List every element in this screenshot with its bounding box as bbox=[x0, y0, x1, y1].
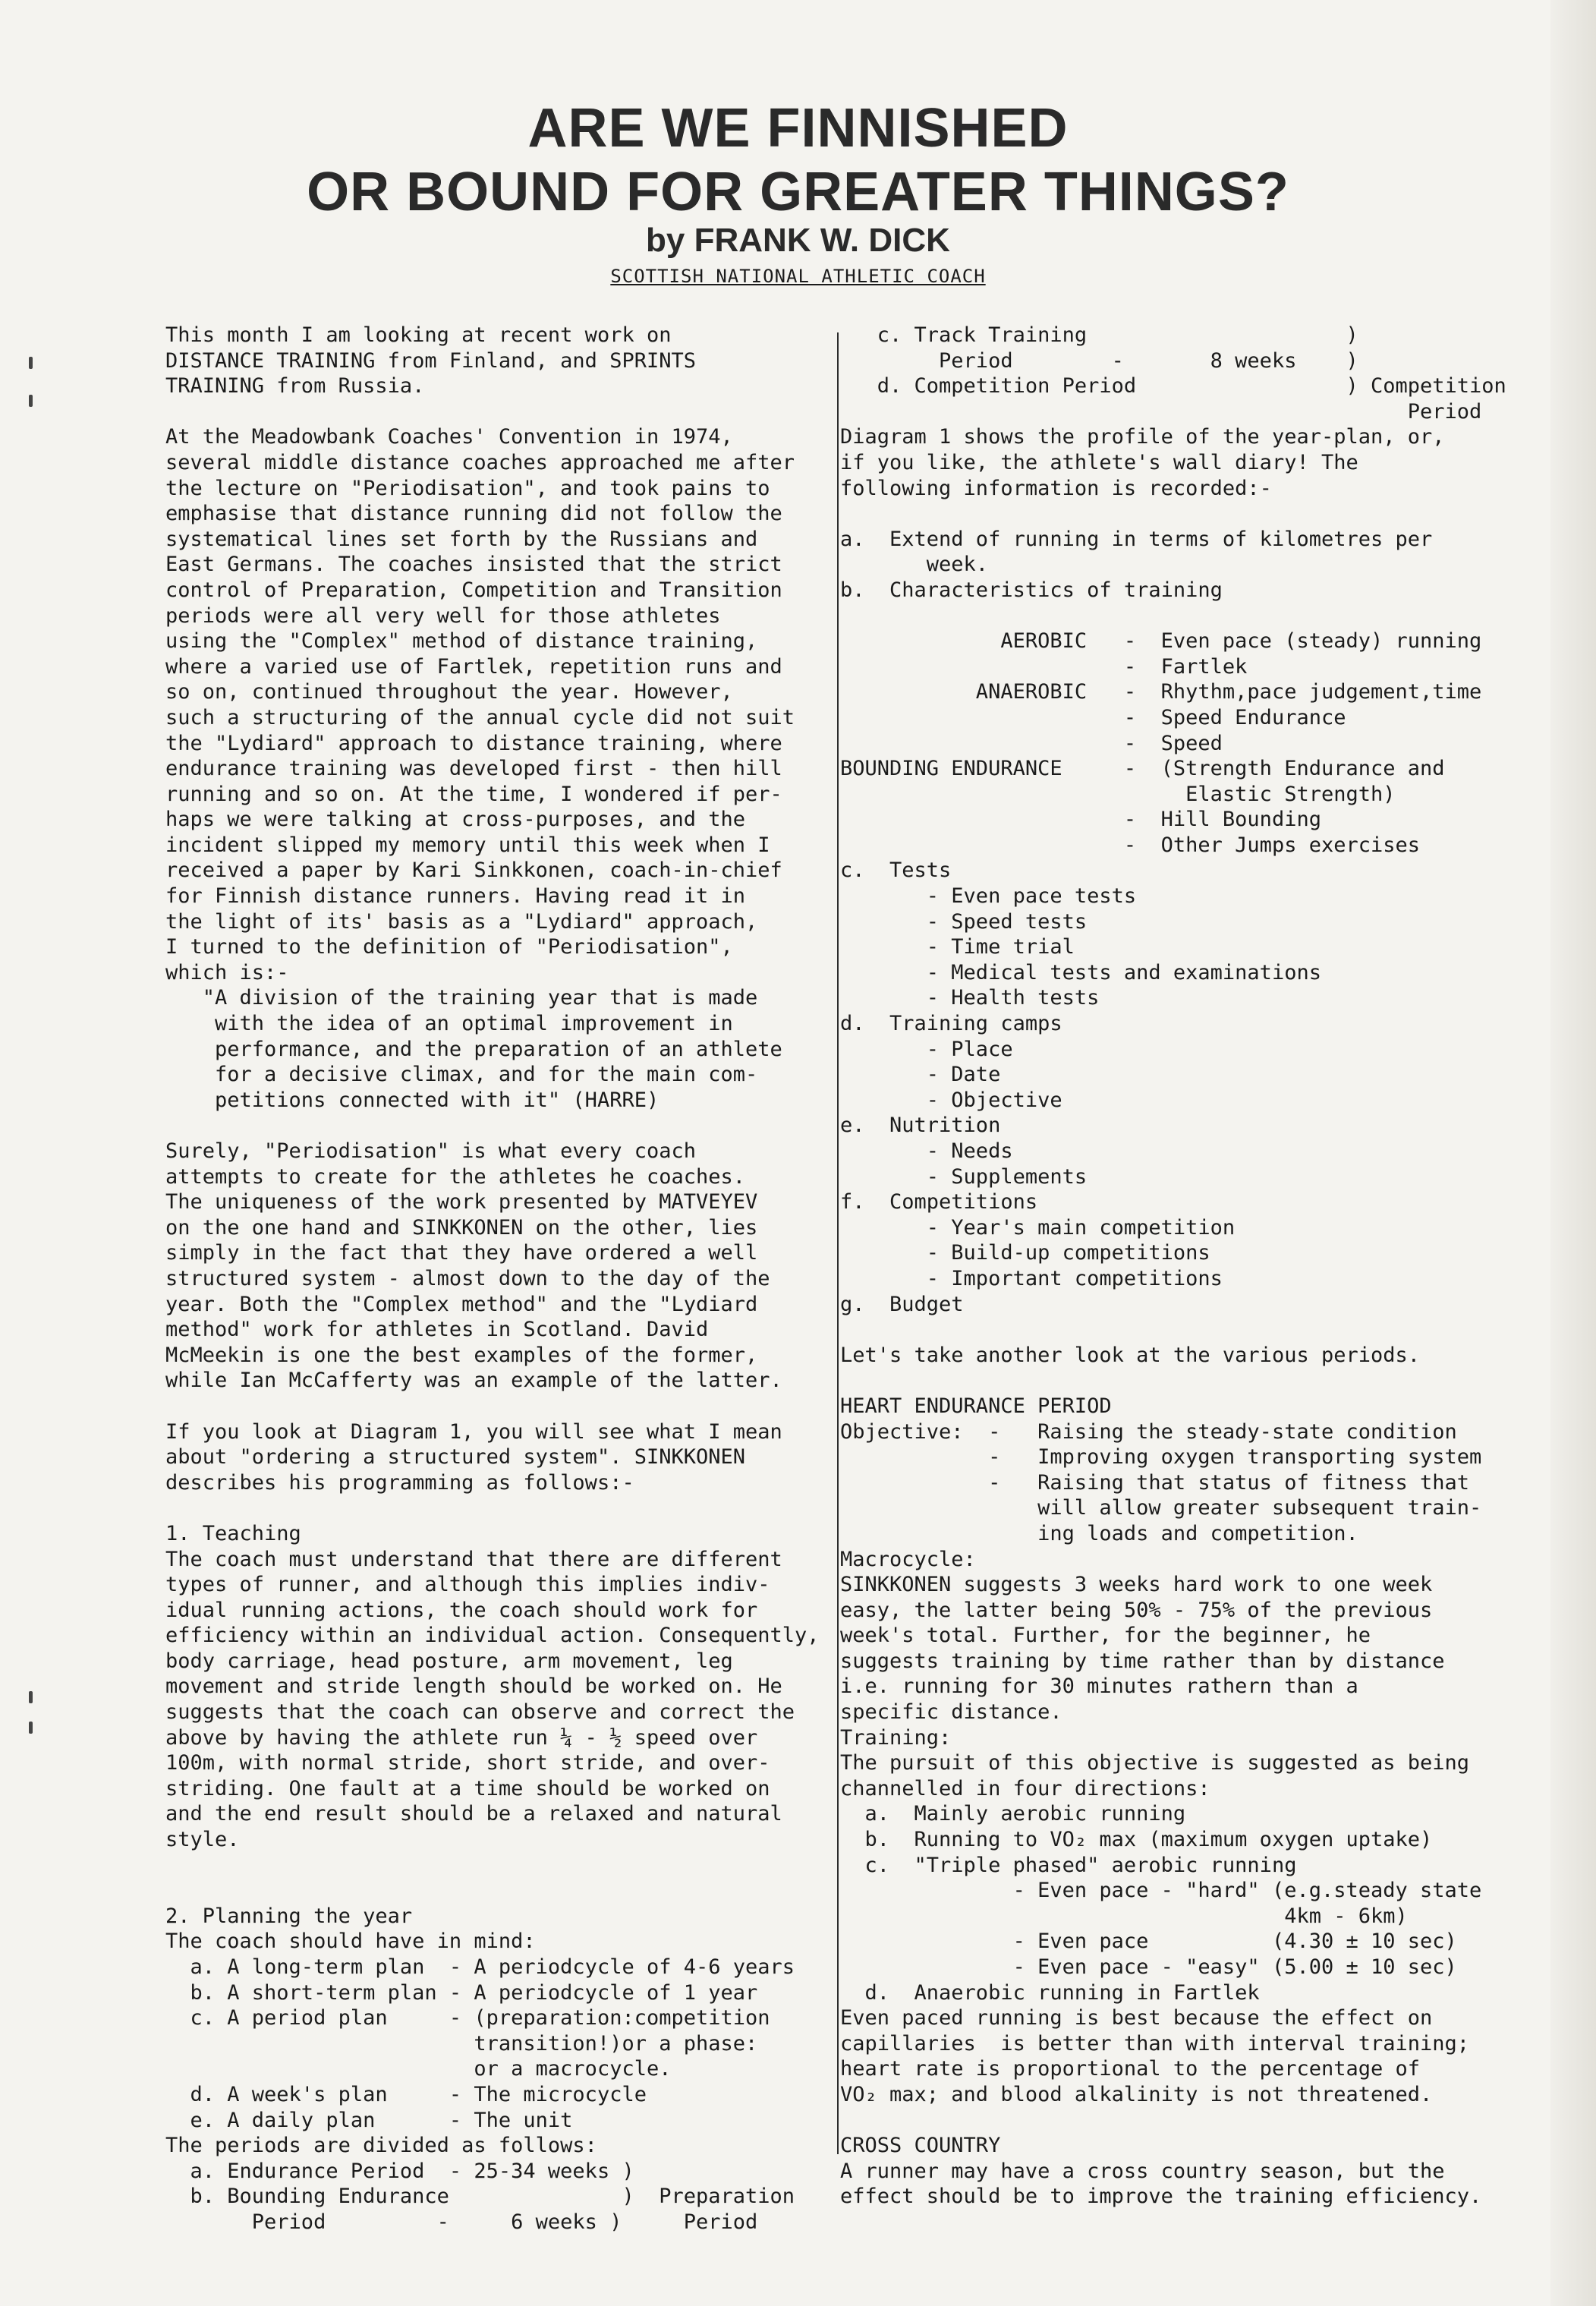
text-line: e. Nutrition bbox=[840, 1114, 1001, 1138]
text-line: or a macrocycle. bbox=[165, 2057, 672, 2081]
text-line: e. A daily plan - The unit bbox=[165, 2108, 573, 2132]
text-line: the "Lydiard" approach to distance training, where bbox=[165, 731, 782, 755]
text-line: haps we were talking at cross-purposes, and the bbox=[165, 808, 746, 832]
text-line: CROSS COUNTRY bbox=[840, 2134, 1001, 2158]
text-line: - Improving oxygen transporting system bbox=[840, 1445, 1482, 1470]
text-line: AEROBIC - Even pace (steady) running bbox=[840, 629, 1482, 654]
text-line: using the "Complex" method of distance training, bbox=[165, 629, 758, 654]
text-line: - Even pace - "hard" (e.g.steady state bbox=[840, 1879, 1482, 1903]
text-line: - Date bbox=[840, 1063, 1001, 1087]
text-line: The uniqueness of the work presented by MATVEYEV bbox=[165, 1190, 758, 1214]
text-line: emphasise that distance running did not follow the bbox=[165, 502, 782, 526]
text-line: d. Anaerobic running in Fartlek bbox=[840, 1980, 1260, 2005]
text-line: a. Extend of running in terms of kilometres per bbox=[840, 527, 1433, 551]
text-line: This month I am looking at recent work on bbox=[165, 323, 672, 347]
text-line: SINKKONEN suggests 3 weeks hard work to one week bbox=[840, 1573, 1433, 1597]
text-line bbox=[840, 1368, 1506, 1394]
text-line: - Year's main competition bbox=[840, 1215, 1236, 1240]
text-line: - Even pace tests bbox=[840, 884, 1137, 909]
text-line: week. bbox=[840, 553, 989, 577]
text-line: performance, and the preparation of an athlete bbox=[165, 1037, 782, 1061]
text-line: ANAEROBIC - Rhythm,pace judgement,time bbox=[840, 680, 1482, 704]
text-line: 4km - 6km) bbox=[840, 1904, 1408, 1928]
article-title-line1: ARE WE FINNISHED bbox=[527, 98, 1069, 159]
text-line: HEART ENDURANCE PERIOD bbox=[840, 1394, 1112, 1418]
text-line: movement and stride length should be worked on. He bbox=[165, 1674, 782, 1699]
text-line: year. Both the "Complex method" and the "Lydiard bbox=[165, 1292, 758, 1316]
text-line: style. bbox=[165, 1828, 240, 1852]
text-line: VO₂ max; and blood alkalinity is not threatened. bbox=[840, 2082, 1433, 2106]
text-line: Surely, "Periodisation" is what every coach bbox=[165, 1139, 696, 1163]
text-line: The periods are divided as follows: bbox=[165, 2134, 597, 2158]
text-line: transition!)or a phase: bbox=[165, 2031, 758, 2056]
text-line: - Raising that status of fitness that bbox=[840, 1470, 1470, 1495]
text-line bbox=[165, 1853, 820, 1879]
text-line: - Fartlek bbox=[840, 654, 1248, 679]
text-line: f. Competitions bbox=[840, 1190, 1038, 1214]
text-line: a. Endurance Period - 25-34 weeks ) bbox=[165, 2159, 634, 2183]
text-line: describes his programming as follows:- bbox=[165, 1470, 634, 1495]
author-role: SCOTTISH NATIONAL ATHLETIC COACH bbox=[610, 266, 986, 287]
text-line: incident slipped my memory until this week when I bbox=[165, 833, 770, 857]
left-column bbox=[165, 323, 820, 2235]
text-line: 2. Planning the year bbox=[165, 1904, 413, 1928]
text-line: - Place bbox=[840, 1037, 1013, 1061]
text-line: 1. Teaching bbox=[165, 1521, 301, 1545]
text-line: while Ian McCafferty was an example of the latter. bbox=[165, 1369, 782, 1393]
text-line: i.e. running for 30 minutes rathern than a bbox=[840, 1674, 1358, 1699]
article-title-line2: OR BOUND FOR GREATER THINGS? bbox=[307, 162, 1289, 222]
text-line: A runner may have a cross country season, but the bbox=[840, 2159, 1445, 2183]
text-line: - Other Jumps exercises bbox=[840, 833, 1421, 857]
text-line: DISTANCE TRAINING from Finland, and SPRINTS bbox=[165, 348, 696, 373]
byline: by FRANK W. DICK bbox=[646, 222, 950, 259]
text-line: and the end result should be a relaxed and natural bbox=[165, 1802, 782, 1826]
text-line: - Even pace - "easy" (5.00 ± 10 sec) bbox=[840, 1955, 1457, 1979]
text-line: Let's take another look at the various periods. bbox=[840, 1343, 1421, 1367]
text-line: attempts to create for the athletes he coaches. bbox=[165, 1164, 746, 1189]
text-line: - Supplements bbox=[840, 1164, 1088, 1189]
text-line bbox=[165, 1878, 820, 1904]
text-line: types of runner, and although this implies indiv- bbox=[165, 1573, 770, 1597]
text-line: periods were all very well for those athletes bbox=[165, 603, 721, 628]
text-line: The coach must understand that there are different bbox=[165, 1547, 782, 1571]
text-line: for Finnish distance runners. Having read it in bbox=[165, 884, 746, 909]
text-line: c. Track Training ) bbox=[840, 323, 1358, 347]
page-edge bbox=[1550, 0, 1596, 2306]
text-line: if you like, the athlete's wall diary! The bbox=[840, 450, 1358, 474]
text-line: suggests training by time rather than by distance bbox=[840, 1649, 1445, 1673]
text-line: heart rate is proportional to the percentage of bbox=[840, 2057, 1421, 2081]
text-line: - Health tests bbox=[840, 986, 1100, 1010]
text-line: running and so on. At the time, I wondered if per- bbox=[165, 782, 782, 806]
text-line: endurance training was developed first - then hill bbox=[165, 757, 782, 781]
text-line: d. Training camps bbox=[840, 1012, 1062, 1036]
text-line: - Needs bbox=[840, 1139, 1013, 1163]
binding-hole bbox=[29, 1722, 33, 1734]
text-line: about "ordering a structured system". SINKKONEN bbox=[165, 1445, 746, 1470]
text-line: d. Competition Period ) Competition bbox=[840, 374, 1506, 399]
text-line: the lecture on "Periodisation", and took pains to bbox=[165, 476, 770, 500]
text-line: - Speed Endurance bbox=[840, 705, 1346, 729]
text-line: where a varied use of Fartlek, repetition runs and bbox=[165, 654, 782, 679]
text-line: simply in the fact that they have ordered a well bbox=[165, 1241, 758, 1265]
text-line: c. "Triple phased" aerobic running bbox=[840, 1853, 1297, 1877]
text-line: a. A long-term plan - A periodcycle of 4-6 years bbox=[165, 1955, 795, 1979]
right-column bbox=[840, 323, 1506, 2210]
text-line: b. Bounding Endurance ) Preparation bbox=[165, 2185, 795, 2209]
text-line: for a decisive climax, and for the main com- bbox=[165, 1063, 758, 1087]
text-line: c. A period plan - (preparation:competition bbox=[165, 2006, 770, 2030]
text-line: method" work for athletes in Scotland. David bbox=[165, 1318, 709, 1342]
text-line: effect should be to improve the training efficiency. bbox=[840, 2185, 1482, 2209]
text-line: - Build-up competitions bbox=[840, 1241, 1210, 1265]
text-line: - Objective bbox=[840, 1088, 1062, 1112]
text-line: easy, the latter being 50% - 75% of the previous bbox=[840, 1598, 1433, 1622]
text-line: striding. One fault at a time should be worked on bbox=[165, 1776, 770, 1800]
text-line: specific distance. bbox=[840, 1700, 1062, 1725]
text-line: week's total. Further, for the beginner, he bbox=[840, 1624, 1371, 1648]
text-line: - Hill Bounding bbox=[840, 808, 1321, 832]
text-line bbox=[840, 2108, 1506, 2134]
text-line: the light of its' basis as a "Lydiard" approach, bbox=[165, 909, 758, 934]
text-line: will allow greater subsequent train- bbox=[840, 1496, 1482, 1520]
text-line: b. Running to VO₂ max (maximum oxygen uptake) bbox=[840, 1828, 1433, 1852]
text-line: - Even pace (4.30 ± 10 sec) bbox=[840, 1930, 1457, 1954]
text-line: The coach should have in mind: bbox=[165, 1930, 536, 1954]
text-line: c. Tests bbox=[840, 858, 952, 883]
text-line: control of Preparation, Competition and Transition bbox=[165, 578, 782, 602]
text-line: capillaries is better than with interval training; bbox=[840, 2031, 1470, 2056]
text-line: g. Budget bbox=[840, 1292, 964, 1316]
text-line: petitions connected with it" (HARRE) bbox=[165, 1088, 659, 1112]
text-line: which is:- bbox=[165, 960, 289, 984]
text-line: b. Characteristics of training bbox=[840, 578, 1223, 602]
text-line: "A division of the training year that is made bbox=[165, 986, 758, 1010]
text-line: TRAINING from Russia. bbox=[165, 374, 425, 399]
text-line: Even paced running is best because the effect on bbox=[840, 2006, 1433, 2030]
text-line: Period bbox=[840, 399, 1482, 424]
text-line: I turned to the definition of "Periodisation", bbox=[165, 935, 733, 959]
text-line: several middle distance coaches approached me after bbox=[165, 450, 795, 474]
text-line: structured system - almost down to the day of the bbox=[165, 1266, 770, 1290]
text-line: b. A short-term plan - A periodcycle of 1 year bbox=[165, 1980, 758, 2005]
text-line: above by having the athlete run ¼ - ½ speed over bbox=[165, 1725, 758, 1750]
text-line: suggests that the coach can observe and correct the bbox=[165, 1700, 795, 1725]
text-line: 100m, with normal stride, short stride, and over- bbox=[165, 1751, 770, 1775]
text-line bbox=[165, 1113, 820, 1139]
text-line: - Speed tests bbox=[840, 909, 1088, 934]
binding-hole bbox=[29, 395, 33, 407]
text-line: such a structuring of the annual cycle did not suit bbox=[165, 705, 795, 729]
text-line: following information is recorded:- bbox=[840, 476, 1272, 500]
text-line: Period - 8 weeks ) bbox=[840, 348, 1358, 373]
text-line bbox=[165, 1394, 820, 1419]
text-line bbox=[840, 501, 1506, 527]
text-line: channelled in four directions: bbox=[840, 1776, 1210, 1800]
text-line: Diagram 1 shows the profile of the year-plan, or, bbox=[840, 425, 1445, 449]
text-line: ing loads and competition. bbox=[840, 1521, 1358, 1545]
text-line bbox=[840, 1317, 1506, 1343]
text-line: so on, continued throughout the year. However, bbox=[165, 680, 733, 704]
text-line: BOUNDING ENDURANCE - (Strength Endurance and bbox=[840, 757, 1445, 781]
text-line: d. A week's plan - The microcycle bbox=[165, 2082, 647, 2106]
text-line: - Time trial bbox=[840, 935, 1075, 959]
text-line: Elastic Strength) bbox=[840, 782, 1396, 806]
text-line: - Medical tests and examinations bbox=[840, 960, 1321, 984]
text-line: received a paper by Kari Sinkkonen, coach-in-chief bbox=[165, 858, 782, 883]
binding-hole bbox=[29, 1691, 33, 1703]
text-line: Period - 6 weeks ) Period bbox=[165, 2210, 758, 2234]
binding-hole bbox=[29, 357, 33, 369]
text-line: idual running actions, the coach should work for bbox=[165, 1598, 758, 1622]
text-line: Training: bbox=[840, 1725, 952, 1750]
text-line: At the Meadowbank Coaches' Convention in 1974, bbox=[165, 425, 733, 449]
text-line: Macrocycle: bbox=[840, 1547, 976, 1571]
text-line: McMeekin is one the best examples of the former, bbox=[165, 1343, 758, 1367]
text-line: efficiency within an individual action. Consequently, bbox=[165, 1624, 820, 1648]
text-line: - Speed bbox=[840, 731, 1223, 755]
text-line: If you look at Diagram 1, you will see what I mean bbox=[165, 1419, 782, 1444]
text-line: with the idea of an optimal improvement in bbox=[165, 1012, 733, 1036]
text-line: systematical lines set forth by the Russians and bbox=[165, 527, 758, 551]
column-divider bbox=[837, 332, 839, 2154]
text-line: body carriage, head posture, arm movement, leg bbox=[165, 1649, 733, 1673]
text-line: a. Mainly aerobic running bbox=[840, 1802, 1186, 1826]
text-line bbox=[165, 1495, 820, 1521]
text-line: East Germans. The coaches insisted that the strict bbox=[165, 553, 782, 577]
text-line: - Important competitions bbox=[840, 1266, 1223, 1290]
text-line: on the one hand and SINKKONEN on the other, lies bbox=[165, 1215, 758, 1240]
text-line: Objective: - Raising the steady-state condition bbox=[840, 1419, 1457, 1444]
text-line bbox=[165, 399, 820, 425]
text-line: The pursuit of this objective is suggested as being bbox=[840, 1751, 1470, 1775]
text-line bbox=[840, 603, 1506, 629]
